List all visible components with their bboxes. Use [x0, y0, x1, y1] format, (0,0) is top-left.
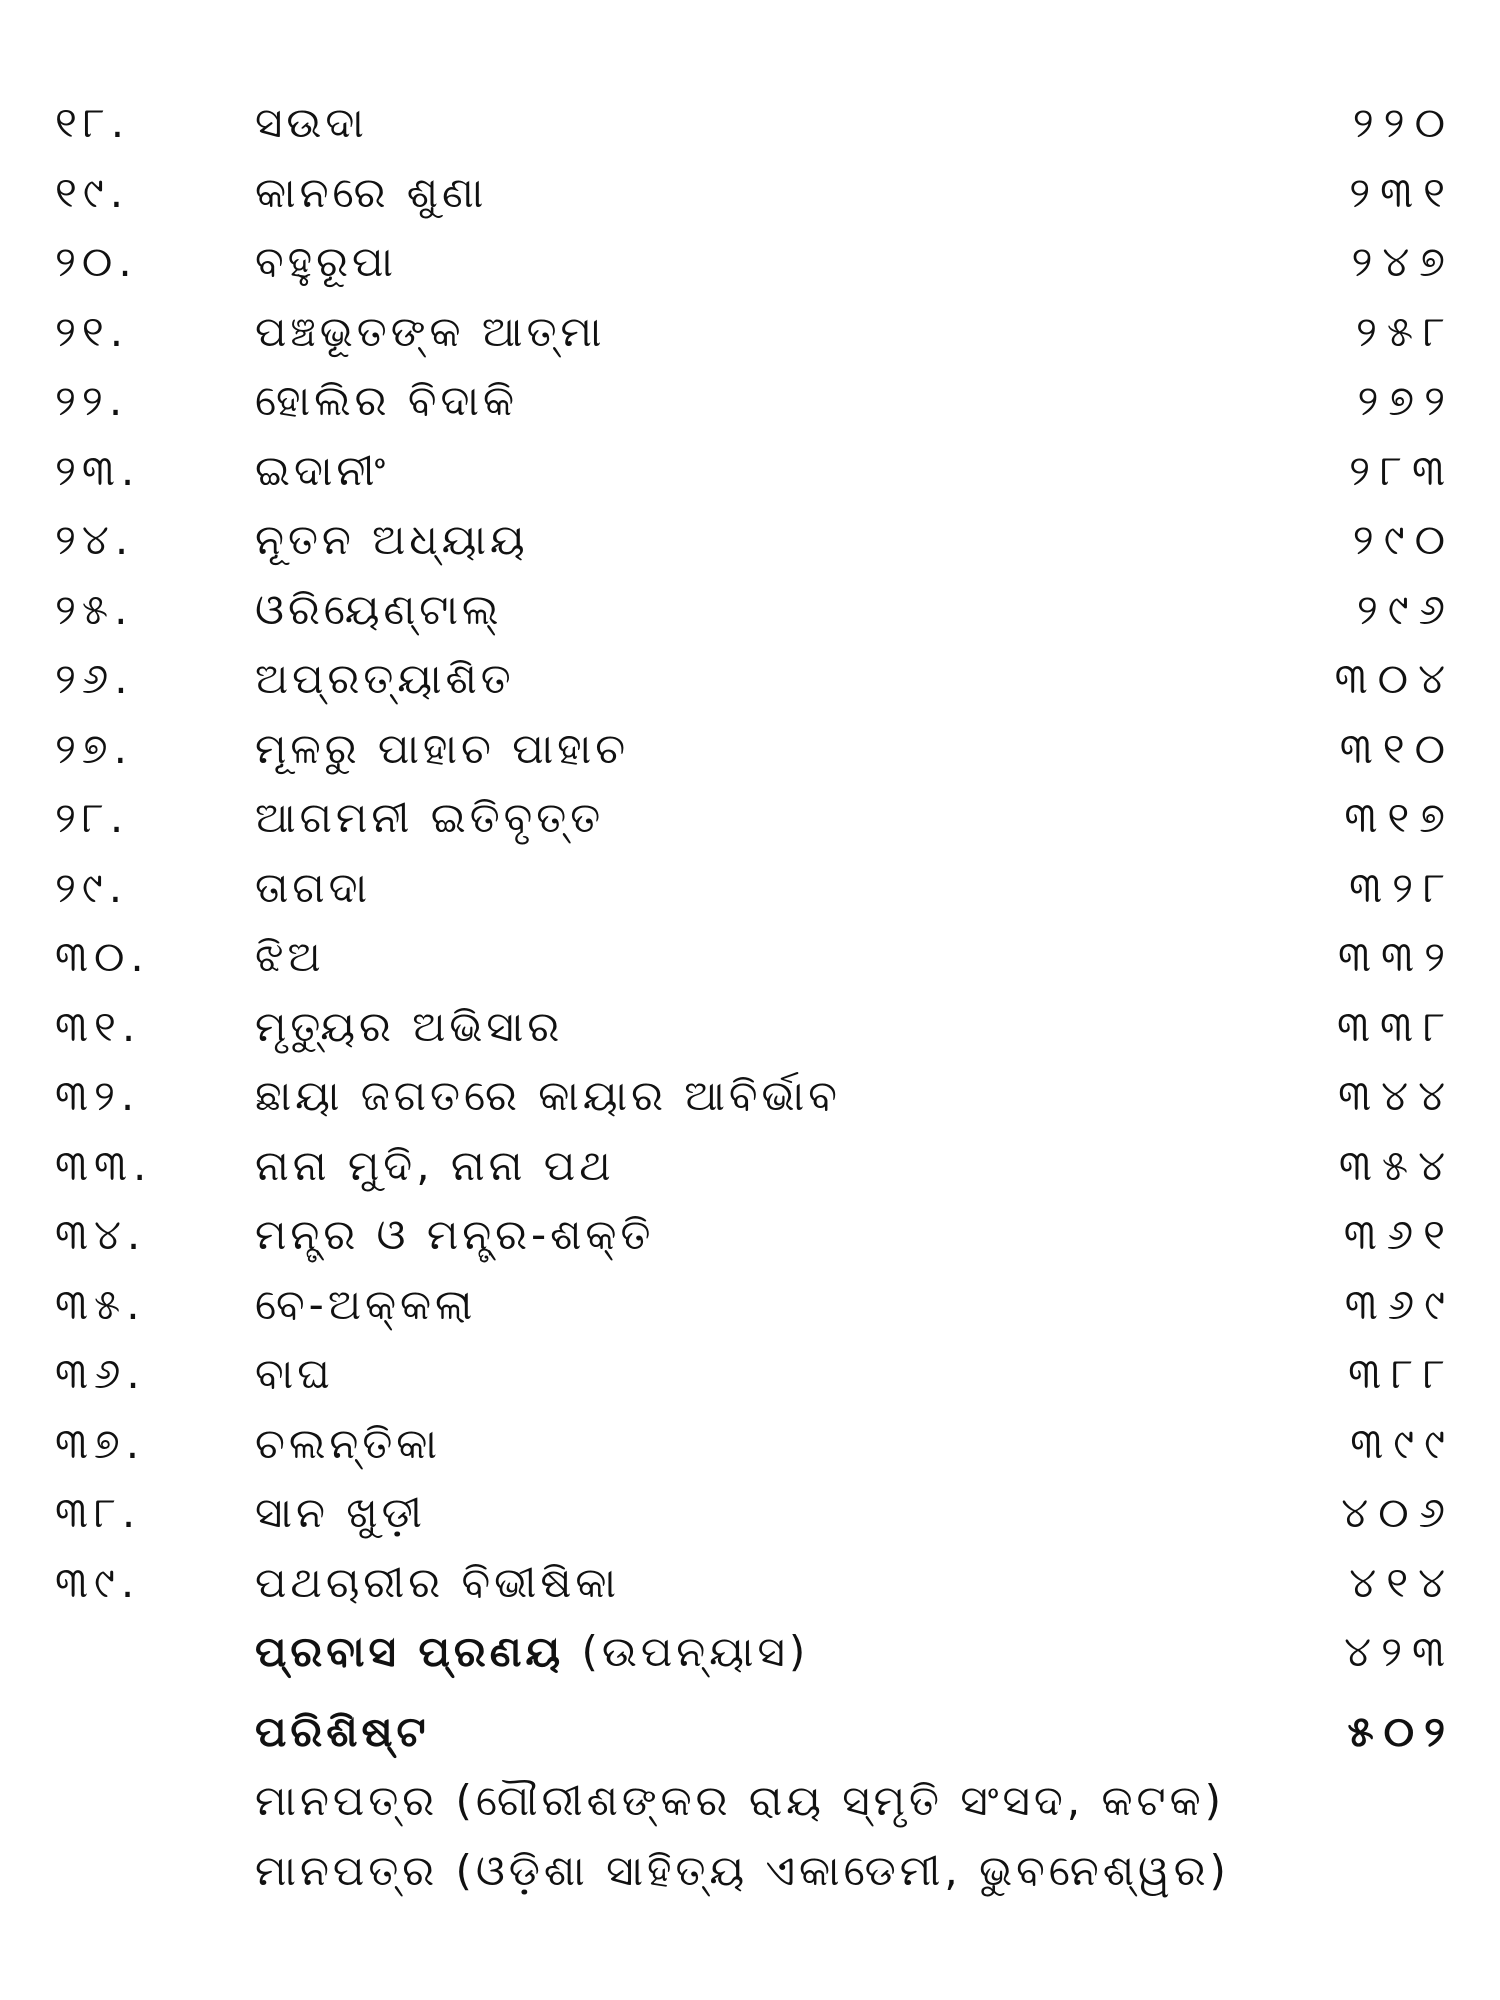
entry-title: ମନ୍ତ୍ର ଓ ମନ୍ତ୍ର-ଶକ୍ତି — [255, 1210, 655, 1259]
toc-entry — [55, 88, 1455, 158]
entry-page-number: ୨୪୭ — [1351, 237, 1455, 286]
entry-number: ୧୮. — [55, 98, 131, 147]
entry-page-number: ୩୩୮ — [1337, 1001, 1455, 1051]
entry-number: ୩୧. — [55, 1001, 142, 1051]
toc-entry — [55, 783, 1455, 853]
novel-title — [255, 1617, 809, 1687]
entry-page-number: ୩୮୮ — [1348, 1349, 1455, 1398]
entry-page-number: ୩୦୪ — [1334, 654, 1455, 703]
entry-page-number: ୪୦୬ — [1341, 1488, 1455, 1537]
entry-number: ୨୬. — [55, 654, 134, 703]
novel-title-bold: ପ୍ରବାସ ପ୍ରଣୟ — [255, 1627, 565, 1676]
section-gap — [55, 1687, 1455, 1697]
entry-number: ୩୩. — [55, 1140, 153, 1190]
entry-number: ୩୮. — [55, 1488, 142, 1537]
entry-title: କାନରେ ଶୁଣା — [255, 167, 488, 217]
entry-page-number: ୨୯୦ — [1352, 515, 1455, 564]
entry-page-number: ୩୫୪ — [1338, 1140, 1455, 1190]
novel-page-number: ୪୨୩ — [1344, 1627, 1455, 1676]
toc-entry — [55, 366, 1455, 436]
toc-entry — [55, 922, 1455, 992]
toc-appendix-heading — [55, 1697, 1455, 1767]
entry-title: ପଥଚାରୀର ବିଭୀଷିକା — [255, 1557, 620, 1607]
entry-title: ବହୁରୂପା — [255, 237, 397, 286]
entry-title: ଛାୟା ଜଗତରେ କାୟାର ଆବିର୍ଭାବ — [255, 1071, 841, 1120]
entry-number: ୨୮. — [55, 793, 130, 842]
entry-page-number: ୨୭୨ — [1357, 376, 1455, 425]
entry-title: ବାଘ — [255, 1349, 334, 1398]
entry-title: ବେ-ଅକ୍‌କଲା — [255, 1279, 477, 1329]
toc-entry — [55, 853, 1455, 923]
appendix-item — [55, 1836, 1455, 1906]
entry-page-number: ୪୧୪ — [1349, 1557, 1455, 1607]
toc-entry — [55, 505, 1455, 575]
entry-title: ଝିଅ — [255, 932, 325, 981]
toc-entry — [55, 1270, 1455, 1340]
entry-number: ୩୫. — [55, 1279, 146, 1329]
entry-page-number: ୩୯୯ — [1350, 1418, 1455, 1468]
entry-page-number: ୩୨୮ — [1349, 862, 1455, 912]
entry-page-number: ୩୬୯ — [1344, 1279, 1455, 1329]
entry-title: ମୂଳରୁ ପାହାଚ ପାହାଚ — [255, 723, 630, 773]
entry-title: ଇଦାନୀଂ — [255, 445, 390, 495]
entry-number: ୨୫. — [55, 584, 134, 634]
toc-entry — [55, 1478, 1455, 1548]
entry-title: ହୋଲିର ବିଦାକି — [255, 376, 518, 425]
entry-title: ନାନା ମୁଦି, ନାନା ପଥ — [255, 1140, 615, 1190]
entry-number: ୨୨. — [55, 376, 129, 425]
entry-page-number: ୨୯୬ — [1356, 584, 1455, 634]
toc-entry — [55, 1200, 1455, 1270]
entry-number: ୨୩. — [55, 445, 141, 495]
toc-entry — [55, 1339, 1455, 1409]
toc-entry — [55, 575, 1455, 645]
entry-number: ୨୦. — [55, 237, 138, 286]
appendix-item-text: ମାନପତ୍ର (ଓଡ଼ିଶା ସାହିତ୍ୟ ଏକାଡେମୀ, ଭୁବନେଶ୍ୱର) — [255, 1845, 1230, 1895]
entry-number: ୨୭. — [55, 723, 133, 773]
toc-novel-entry — [55, 1617, 1455, 1687]
entry-page-number: ୨୫୮ — [1355, 306, 1455, 356]
entry-page-number: ୩୧୭ — [1344, 793, 1455, 842]
entry-number: ୩୯. — [55, 1557, 141, 1607]
entry-page-number: ୩୪୪ — [1338, 1071, 1455, 1120]
entry-title: ଅପ୍ରତ୍ୟାଶିତ — [255, 654, 515, 703]
novel-title-suffix: (ଉପନ୍ୟାସ) — [564, 1627, 810, 1676]
entry-title: ତାଗଦା — [255, 862, 372, 912]
toc-entry — [55, 644, 1455, 714]
entry-number: ୩୭. — [55, 1418, 146, 1468]
entry-title: ଚଲନ୍ତିକା — [255, 1418, 441, 1468]
entry-number: ୩୨. — [55, 1071, 141, 1120]
entry-title: ସାନ ଖୁଡ଼ୀ — [255, 1488, 426, 1537]
entry-title: ସଉଦା — [255, 98, 368, 147]
entry-title: ମୃତ୍ୟୁର ଅଭିସାର — [255, 1001, 564, 1051]
toc-entry — [55, 158, 1455, 228]
toc-entry — [55, 1409, 1455, 1479]
entry-number: ୩୬. — [55, 1349, 146, 1398]
entry-title: ଓରିୟେଣ୍ଟାଲ୍ — [255, 584, 503, 634]
entry-number: ୨୯. — [55, 862, 129, 912]
toc-entry — [55, 1061, 1455, 1131]
entry-page-number: ୨୨୦ — [1352, 98, 1455, 147]
entry-number: ୨୧. — [55, 306, 130, 356]
entry-page-number: ୨୮୩ — [1349, 445, 1455, 495]
toc-entry — [55, 714, 1455, 784]
entry-title: ପଞ୍ଚଭୂତଙ୍କ ଆତ୍ମା — [255, 306, 606, 356]
toc-entry — [55, 1548, 1455, 1618]
toc-entry — [55, 992, 1455, 1062]
entry-page-number: ୩୩୨ — [1338, 932, 1455, 981]
entry-number: ୨୪. — [55, 515, 135, 564]
entry-page-number: ୩୬୧ — [1343, 1210, 1455, 1259]
toc-entry — [55, 297, 1455, 367]
entry-number: ୩୦. — [55, 932, 150, 981]
entry-title: ଆଗମନୀ ଇତିବୃତ୍ତ — [255, 793, 605, 842]
entry-title: ନୂତନ ଅଧ୍ୟାୟ — [255, 515, 529, 564]
appendix-page-number: ୫୦୨ — [1347, 1706, 1455, 1756]
entry-page-number: ୩୧୦ — [1339, 723, 1455, 773]
entry-page-number: ୨୩୧ — [1349, 167, 1455, 217]
appendix-item-text: ମାନପତ୍ର (ଗୌରୀଶଙ୍କର ରାୟ ସ୍ମୃତି ସଂସଦ, କଟକ) — [255, 1776, 1226, 1825]
toc-entry — [55, 227, 1455, 297]
appendix-title: ପରିଶିଷ୍ଟ — [255, 1706, 430, 1756]
entry-number: ୩୪. — [55, 1210, 147, 1259]
table-of-contents — [55, 88, 1455, 1905]
appendix-item — [55, 1766, 1455, 1836]
toc-entry — [55, 436, 1455, 506]
entry-number: ୧୯. — [55, 167, 130, 217]
toc-entry — [55, 1131, 1455, 1201]
